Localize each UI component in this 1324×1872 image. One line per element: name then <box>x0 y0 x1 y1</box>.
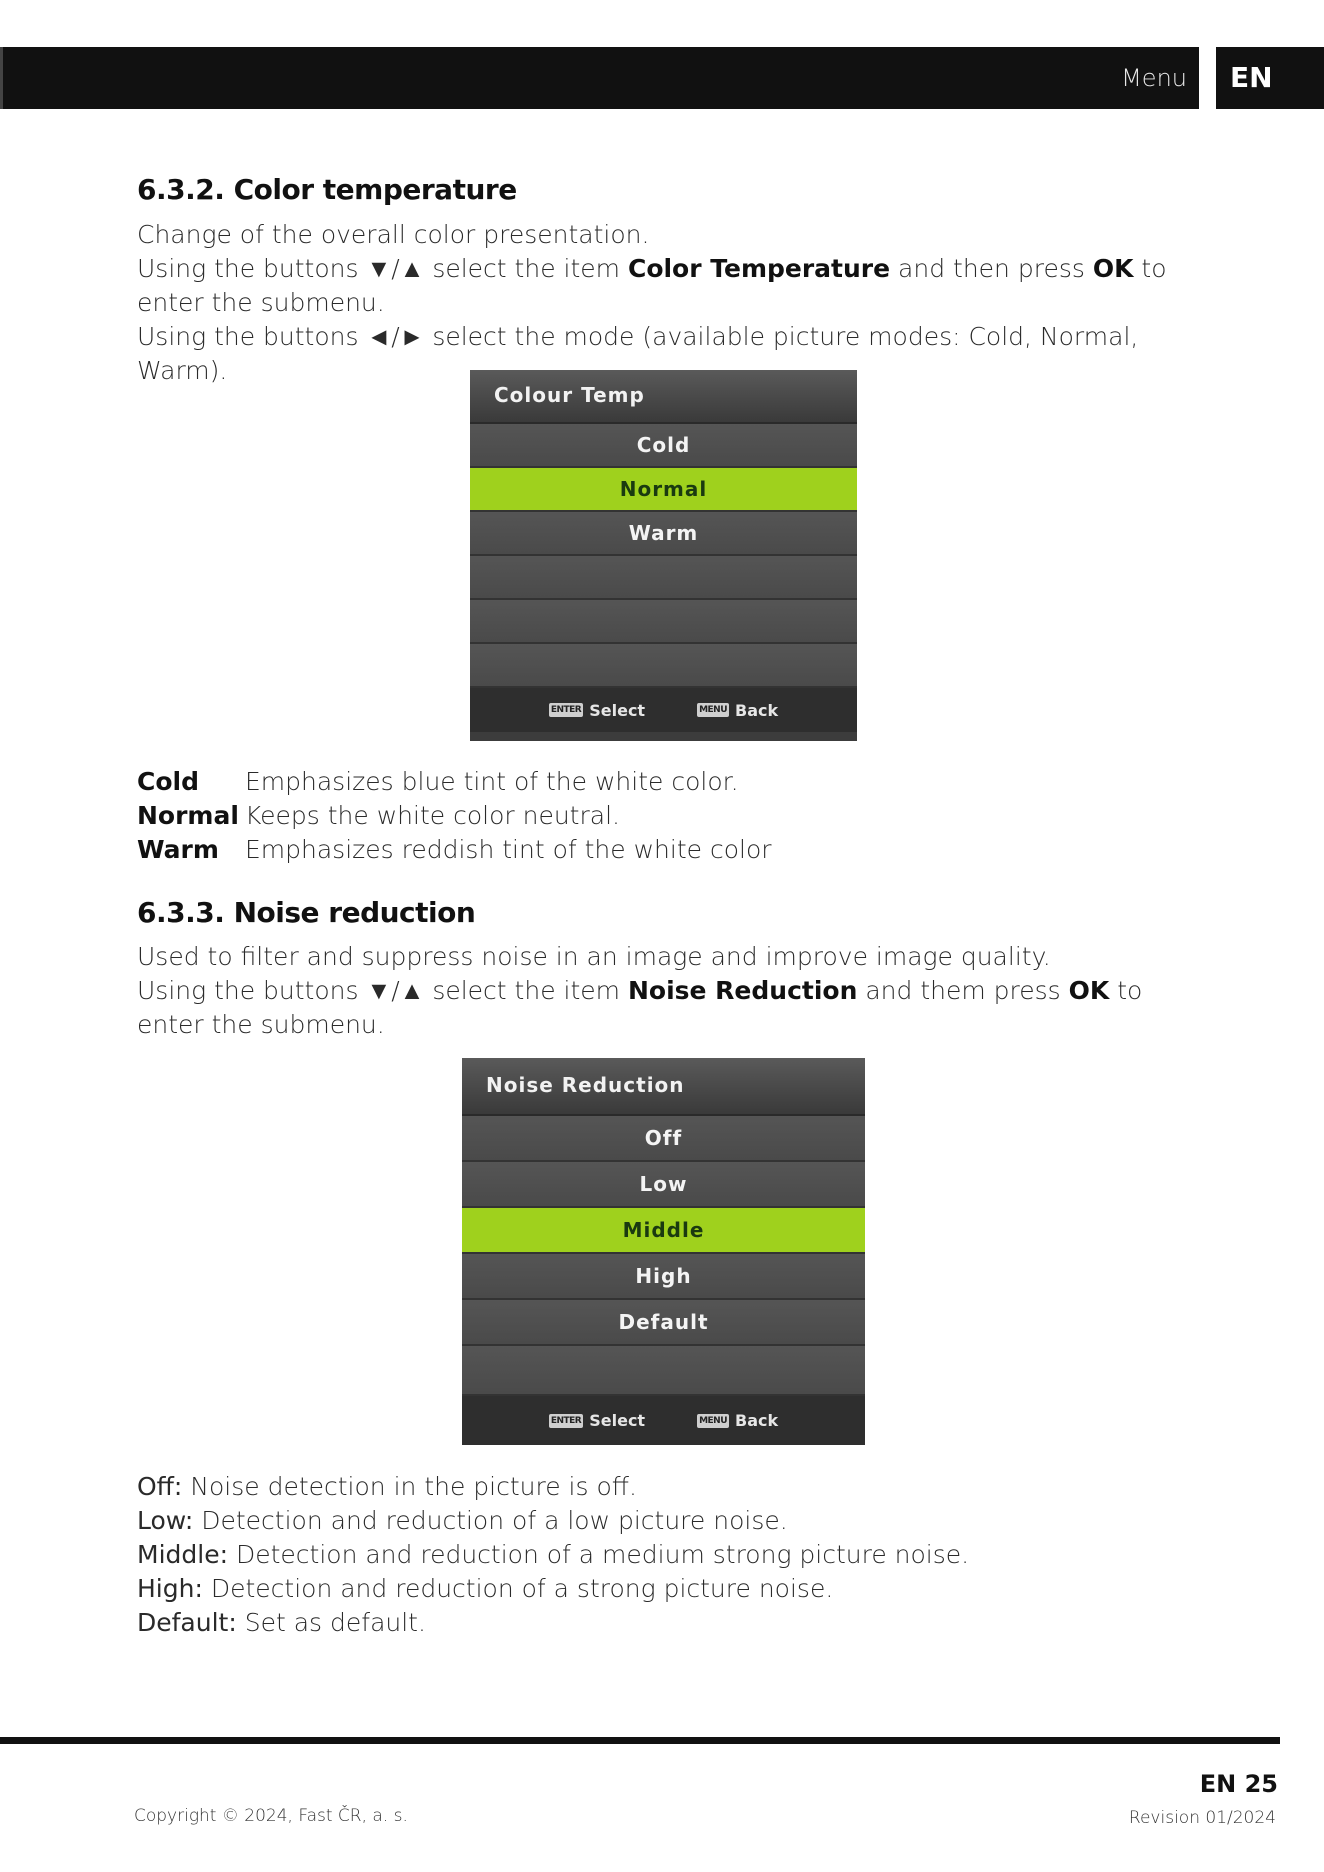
noise-reduction-menu <box>462 1058 865 1445</box>
section1-line2-a: Using the buttons ▼/▲ select the item <box>137 254 628 283</box>
colour-temp-menu <box>470 370 857 741</box>
section1-text <box>137 218 1197 388</box>
definition-term: Middle: <box>137 1540 229 1569</box>
menu-item-warm[interactable]: Warm <box>470 512 857 556</box>
menu-item-cold[interactable]: Cold <box>470 424 857 468</box>
definition-term: Low: <box>137 1506 194 1535</box>
section1-line2-c: and then press <box>890 254 1093 283</box>
enter-key-icon: ENTER <box>550 705 582 715</box>
select-hint <box>549 701 645 720</box>
definition-row <box>137 1470 1137 1504</box>
menu-empty-row <box>470 644 857 688</box>
section1-line3: Using the buttons ◄/► select the mode (available picture modes: Cold, Normal, Warm). <box>137 322 1139 385</box>
menu-item-normal[interactable]: Normal <box>470 468 857 512</box>
definition-row <box>137 1572 1137 1606</box>
enter-key-icon: ENTER <box>550 1415 582 1426</box>
definition-desc: Emphasizes reddish tint of the white color <box>245 835 772 864</box>
menu-key-icon: MENU <box>699 705 728 715</box>
definition-desc: Keeps the white color neutral. <box>245 801 620 830</box>
select-label: Select <box>589 1411 646 1430</box>
menu-footer <box>462 1396 865 1445</box>
definition-row <box>137 833 1137 867</box>
back-hint <box>697 701 778 720</box>
section2-item-name: Noise Reduction <box>627 976 858 1005</box>
section2-line2-a: Using the buttons ▼/▲ select the item <box>137 976 628 1005</box>
definition-row <box>137 1606 1137 1640</box>
section2-ok-key: OK <box>1068 976 1110 1005</box>
definition-desc: Detection and reduction of a strong picture noise. <box>202 1574 834 1603</box>
definition-term: Warm <box>137 835 219 864</box>
footer-page-number: EN 25 <box>1199 1770 1278 1798</box>
section2-line2-e: to enter the submenu. <box>137 976 1143 1039</box>
definition-desc: Noise detection in the picture is off. <box>182 1472 637 1501</box>
menu-item-high[interactable]: High <box>462 1254 865 1300</box>
select-label: Select <box>589 700 646 720</box>
menu-key-icon: MENU <box>699 1415 728 1426</box>
menu-item-off[interactable]: Off <box>462 1116 865 1162</box>
definition-term: Normal <box>137 801 239 830</box>
menu-empty-row <box>462 1346 865 1396</box>
definition-desc: Emphasizes blue tint of the white color. <box>245 767 739 796</box>
menu-empty-row <box>470 600 857 644</box>
menu-empty-row <box>470 556 857 600</box>
definition-desc: Set as default. <box>236 1608 426 1637</box>
definition-term: High: <box>137 1574 203 1603</box>
section1-line1: Change of the overall color presentation. <box>137 220 650 249</box>
section2-line1: Used to filter and suppress noise in an image and improve image quality. <box>137 942 1051 971</box>
menu-item-low[interactable]: Low <box>462 1162 865 1208</box>
definition-row <box>137 765 1137 799</box>
section1-line2 <box>137 252 1197 320</box>
definition-desc: Detection and reduction of a medium strong picture noise. <box>228 1540 970 1569</box>
footer-divider <box>0 1737 1280 1744</box>
section1-item-name: Color Temperature <box>627 254 891 283</box>
header-bar <box>0 47 1199 109</box>
noise-reduction-menu-title: Noise Reduction <box>462 1058 865 1116</box>
header-menu-label: Menu <box>1121 64 1187 92</box>
noise-reduction-definitions <box>137 1470 1137 1640</box>
back-label: Back <box>735 1411 779 1430</box>
definition-term: Cold <box>137 767 199 796</box>
definition-row <box>137 1504 1137 1538</box>
select-hint <box>549 1411 645 1430</box>
header-language-badge: EN <box>1216 47 1324 109</box>
section1-ok-key: OK <box>1092 254 1134 283</box>
section2-line2 <box>137 974 1197 1042</box>
color-temp-definitions <box>137 765 1137 867</box>
definition-row <box>137 1538 1137 1572</box>
menu-item-default[interactable]: Default <box>462 1300 865 1346</box>
section-title-color-temperature: 6.3.2. Color temperature <box>137 173 517 206</box>
menu-footer <box>470 688 857 732</box>
definition-desc: Detection and reduction of a low picture noise. <box>193 1506 788 1535</box>
definition-term: Default: <box>137 1608 237 1637</box>
definition-row <box>137 799 1137 833</box>
section1-line2-e: to enter the submenu. <box>137 254 1167 317</box>
section2-line2-c: and them press <box>857 976 1069 1005</box>
menu-item-middle[interactable]: Middle <box>462 1208 865 1254</box>
footer-copyright: Copyright © 2024, Fast ČR, a. s. <box>134 1806 408 1826</box>
footer-revision: Revision 01/2024 <box>1128 1808 1276 1828</box>
definition-term: Off: <box>137 1472 183 1501</box>
back-hint <box>697 1411 778 1430</box>
back-label: Back <box>735 700 779 720</box>
section2-text <box>137 940 1197 1042</box>
section-title-noise-reduction: 6.3.3. Noise reduction <box>137 896 476 929</box>
colour-temp-menu-title: Colour Temp <box>470 370 857 424</box>
